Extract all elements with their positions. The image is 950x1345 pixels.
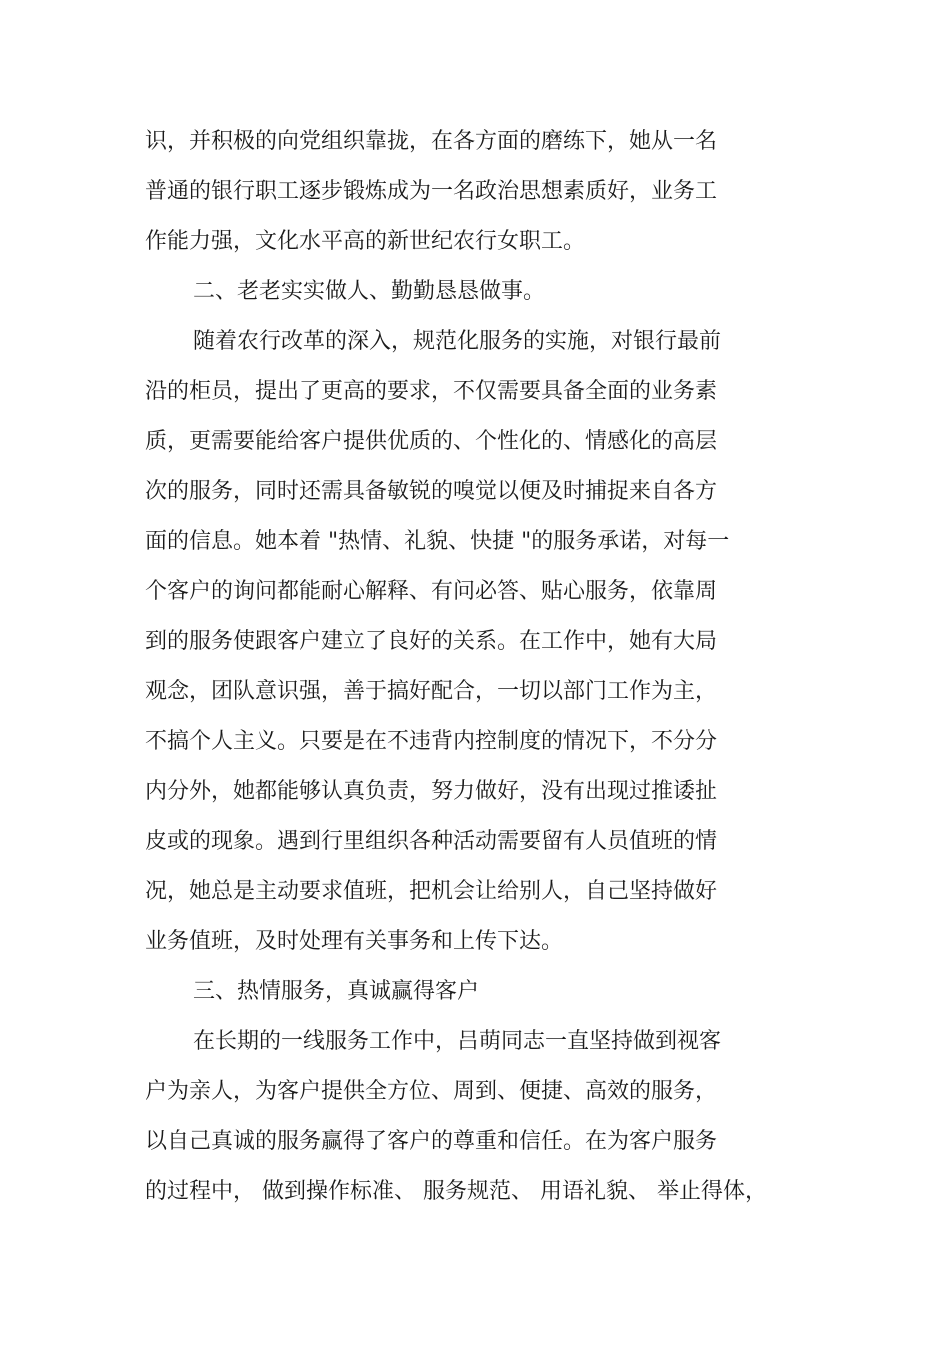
text-line-16: 况，她总是主动要求值班，把机会让给别人，自己坚持做好: [145, 879, 718, 904]
text-line-12: 观念，团队意识强，善于搞好配合，一切以部门工作为主，: [145, 679, 718, 704]
text-line-6: 沿的柜员，提出了更高的要求，不仅需要具备全面的业务素: [145, 379, 718, 404]
text-line-5: 随着农行改革的深入，规范化服务的实施，对银行最前: [193, 329, 722, 354]
text-line-8: 次的服务，同时还需具备敏锐的嗅觉以便及时捕捉来自各方: [145, 479, 718, 504]
text-line-15: 皮或的现象。遇到行里组织各种活动需要留有人员值班的情: [145, 829, 718, 854]
text-line-17: 业务值班，及时处理有关事务和上传下达。: [145, 929, 564, 954]
text-line-21: 以自己真诚的服务赢得了客户的尊重和信任。在为客户服务: [145, 1129, 718, 1154]
text-line-20: 户为亲人，为客户提供全方位、周到、便捷、高效的服务，: [145, 1079, 718, 1104]
text-line-2: 普通的银行职工逐步锻炼成为一名政治思想素质好，业务工: [145, 179, 718, 204]
section-heading-2: 二、老老实实做人、勤勤恳恳做事。: [193, 279, 546, 304]
text-line-7: 质，更需要能给客户提供优质的、个性化的、情感化的高层: [145, 429, 718, 454]
text-line-11: 到的服务使跟客户建立了良好的关系。在工作中，她有大局: [145, 629, 718, 654]
text-line-3: 作能力强，文化水平高的新世纪农行女职工。: [145, 229, 586, 254]
text-line-9: 面的信息。她本着 "热情、礼貌、快捷 "的服务承诺，对每一: [145, 529, 730, 554]
section-heading-3: 三、热情服务，真诚赢得客户: [193, 979, 480, 1004]
text-line-13: 不搞个人主义。只要是在不违背内控制度的情况下，不分分: [145, 729, 718, 754]
text-line-10: 个客户的询问都能耐心解释、有问必答、贴心服务，依靠周: [145, 579, 718, 604]
text-line-19: 在长期的一线服务工作中，吕萌同志一直坚持做到视客: [193, 1029, 722, 1054]
text-line-14: 内分外，她都能够认真负责，努力做好，没有出现过推诿扯: [145, 779, 718, 804]
text-line-22: 的过程中， 做到操作标准、 服务规范、 用语礼貌、 举止得体，: [145, 1179, 767, 1204]
text-line-1: 识，并积极的向党组织靠拢，在各方面的磨练下，她从一名: [145, 129, 718, 154]
